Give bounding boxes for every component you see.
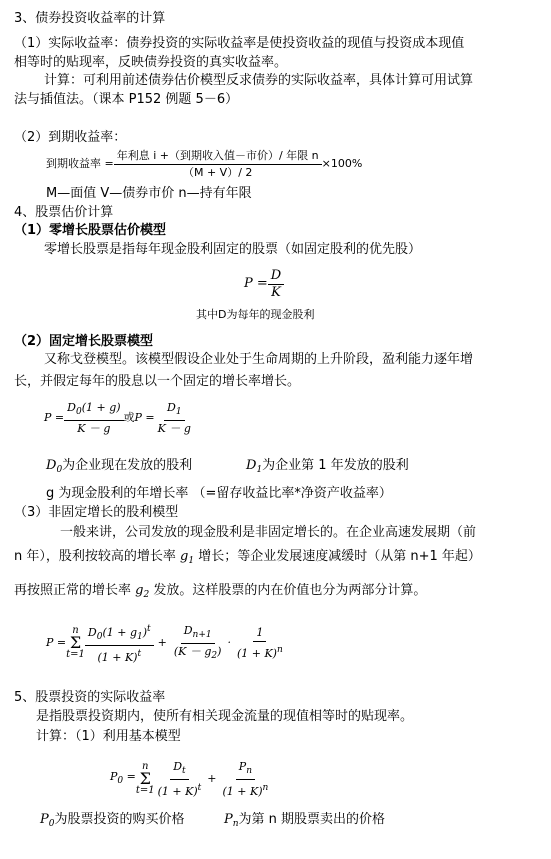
basic-model-fraction-2 [219, 760, 271, 799]
non-constant-denominator-2: $(K - g_2)$ [173, 644, 222, 661]
non-constant-line2a: n 年），股利按较高的增长率 [14, 549, 176, 564]
ytm-formula-lhs: 到期收益率 = [46, 157, 114, 170]
pn-desc: 为第 n 期股票卖出的价格 [238, 812, 386, 827]
gordon-denominator-2: K － g [157, 421, 191, 435]
non-constant-denominator-3: $(1 + K)^n$ [236, 644, 283, 660]
non-constant-numerator-3: 1 [253, 626, 266, 642]
pn-symbol: $P_n$ [224, 812, 239, 829]
non-constant-line2b: 增长；等企业发展速度减缓时（从第 n+1 年起） [198, 549, 481, 564]
g-definition: g 为现金股利的年增长率 （=留存收益比率*净资产收益率） [46, 486, 392, 501]
zero-growth-formula [244, 264, 284, 304]
zero-growth-desc: 零增长股票是指每年现金股利固定的股票（如固定股利的优先股） [44, 242, 422, 257]
basic-model-plus: + [207, 772, 217, 785]
zero-growth-denominator: K [271, 284, 281, 300]
basic-model-denominator-2: $(1 + K)^n$ [222, 782, 269, 798]
zero-growth-numerator: D [268, 269, 284, 285]
non-constant-fraction-3 [234, 626, 286, 661]
ytm-legend: M—面值 V—债券市价 n—持有年限 [46, 186, 252, 201]
g2-symbol: $g_2$ [135, 583, 150, 600]
real-yield-para-line1: （1）实际收益率：债券投资的实际收益率是使投资收益的现值与投资成本现值 [14, 36, 465, 51]
stock-yield-calc: 计算：（1）利用基本模型 [36, 729, 181, 744]
calc-para-line1: 计算：可利用前述债券估价模型反求债券的实际收益率，具体计算可用试算 [44, 73, 474, 88]
section-3-title: 3、债券投资收益率的计算 [14, 11, 166, 26]
ytm-formula-fraction [114, 149, 322, 180]
basic-model-summation: n Σ t=1 [135, 761, 155, 796]
gordon-lhs-2: P = [134, 411, 155, 424]
non-constant-lhs: P = [46, 636, 67, 649]
d1-definition [246, 458, 409, 478]
gordon-numerator-2: $D_1$ [164, 401, 185, 421]
non-constant-line1: 一般来讲，公司发放的现金股利是非固定增长的。在企业高速发展期（前 [60, 525, 477, 540]
constant-growth-title: （2）固定增长股票模型 [14, 334, 154, 349]
section-4-title: 4、股票估价计算 [14, 205, 114, 220]
basic-model-denominator-1: $(1 + K)^t$ [157, 782, 202, 798]
non-constant-denominator-1: $(1 + K)^t$ [97, 648, 142, 664]
basic-model-numerator-1: $D_t$ [170, 760, 188, 780]
gordon-denominator-1: K － g [77, 421, 111, 435]
gordon-fraction-2 [155, 401, 194, 436]
constant-growth-line1: 又称戈登模型。该模型假设企业处于生命周期的上升阶段，盈利能力逐年增 [44, 352, 474, 367]
d0-symbol: $D_0$ [46, 458, 63, 475]
d1-symbol: $D_1$ [246, 458, 263, 475]
zero-growth-note: 其中D为每年的现金股利 [196, 308, 315, 321]
section-5-title: 5、股票投资的实际收益率 [14, 690, 166, 705]
stock-yield-desc: 是指股票投资期内，使所有相关现金流量的现值相等时的贴现率。 [36, 709, 414, 724]
gordon-formula [44, 398, 194, 438]
p0-desc: 为股票投资的购买价格 [54, 812, 185, 827]
d0-definition [46, 458, 192, 478]
non-constant-dot: · [227, 636, 231, 649]
real-yield-para-line2: 相等时的贴现率，反映债券投资的真实收益率。 [14, 55, 288, 70]
non-constant-numerator-2: $D_{n+1}$ [181, 624, 215, 644]
non-constant-fraction-1 [85, 622, 154, 665]
ytm-formula [46, 146, 362, 182]
non-constant-line3 [14, 583, 426, 603]
gordon-lhs: P = [44, 411, 65, 424]
non-constant-plus: + [157, 636, 167, 649]
basic-model-numerator-2: $P_n$ [236, 760, 255, 780]
pn-definition [224, 812, 385, 832]
basic-model-lhs: $P_0$ = [110, 770, 136, 786]
basic-model-fraction-1 [155, 760, 205, 799]
gordon-or: 或 [123, 411, 135, 424]
p0-definition [40, 812, 185, 832]
basic-model-formula [110, 756, 271, 802]
gordon-fraction-1 [64, 401, 123, 436]
ytm-formula-multiplier: ×100% [321, 157, 363, 170]
ytm-label: （2）到期收益率： [14, 130, 127, 145]
non-constant-line3a: 再按照正常的增长率 [14, 583, 132, 598]
summation-sign: n Σ t=1 [66, 625, 85, 660]
non-constant-formula [46, 620, 286, 666]
d0-desc: 为企业现在发放的股利 [62, 458, 193, 473]
d1-desc: 为企业第 1 年发放的股利 [262, 458, 409, 473]
calc-para-line2: 法与插值法。（课本 P152 例题 5－6） [14, 92, 239, 107]
zero-growth-title: （1）零增长股票估价模型 [14, 223, 167, 238]
ytm-formula-numerator: 年利息 i +（到期收入值－市价）/ 年限 n [114, 149, 322, 165]
p0-symbol: $P_0$ [40, 812, 55, 829]
non-constant-line3b: 发放。这样股票的内在价值也分为两部分计算。 [153, 583, 427, 598]
g1-symbol: $g_1$ [180, 549, 195, 566]
non-constant-title: （3）非固定增长的股利模型 [14, 505, 179, 520]
non-constant-fraction-2 [171, 624, 225, 663]
constant-growth-line2: 长，并假定每年的股息以一个固定的增长率增长。 [14, 374, 301, 389]
ytm-formula-denominator: （M + V）/ 2 [182, 165, 253, 179]
non-constant-line2 [14, 549, 481, 569]
non-constant-numerator-1: $D_0(1 + g_1)^t$ [85, 622, 154, 646]
gordon-numerator-1: $D_0(1 + g)$ [64, 401, 123, 421]
zero-growth-lhs: P = [244, 276, 268, 291]
zero-growth-fraction [268, 269, 284, 300]
